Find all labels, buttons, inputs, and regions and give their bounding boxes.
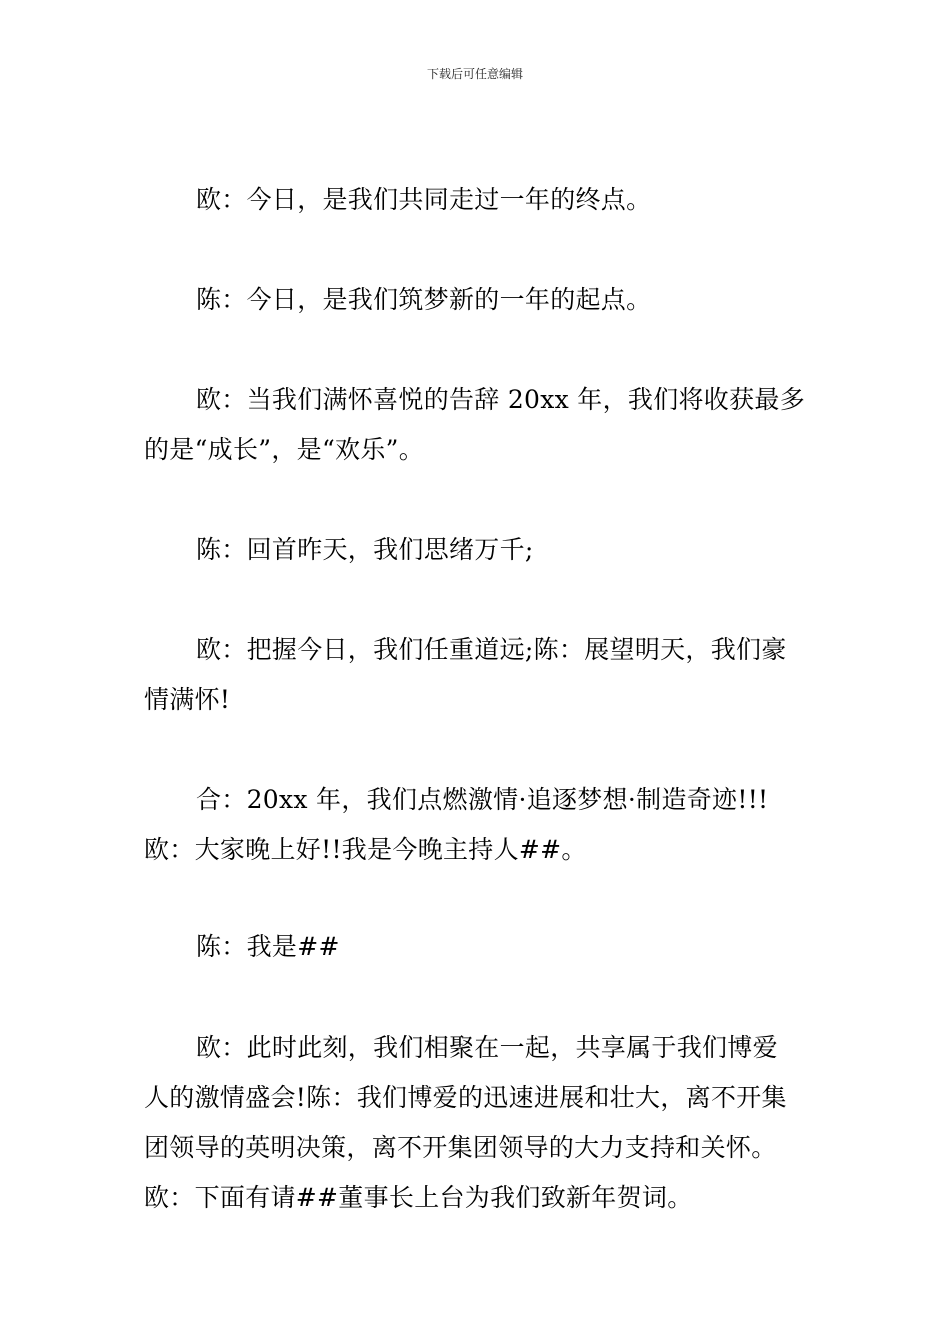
text-line: 欧：当我们满怀喜悦的告辞 20xx 年，我们将收获最多 <box>196 385 806 414</box>
text-line: 陈：回首昨天，我们思绪万千; <box>196 535 534 564</box>
text-line: 欧：把握今日，我们任重道远;陈：展望明天，我们豪 <box>196 635 787 664</box>
text-line: 团领导的英明决策，离不开集团领导的大力支持和关怀。 <box>144 1133 777 1162</box>
text-line: 欧：下面有请##董事长上台为我们致新年贺词。 <box>144 1183 693 1212</box>
page-header: 下载后可任意编辑 <box>426 67 523 81</box>
text-line: 人的激情盛会!陈：我们博爱的迅速进展和壮大，离不开集 <box>144 1083 787 1112</box>
text-line: 陈：今日，是我们筑梦新的一年的起点。 <box>196 285 652 314</box>
text-line: 欧：大家晚上好!!我是今晚主持人##。 <box>144 835 587 864</box>
text-line: 陈：我是## <box>196 932 340 961</box>
text-line: 欧：今日，是我们共同走过一年的终点。 <box>196 185 652 214</box>
text-line: 欧：此时此刻，我们相聚在一起，共享属于我们博爱 <box>196 1033 778 1062</box>
text-line: 的是“成长”，是“欢乐”。 <box>144 435 425 464</box>
text-line: 情满怀! <box>144 685 231 714</box>
text-line: 合：20xx 年，我们点燃激情·追逐梦想·制造奇迹!!! <box>196 785 769 814</box>
